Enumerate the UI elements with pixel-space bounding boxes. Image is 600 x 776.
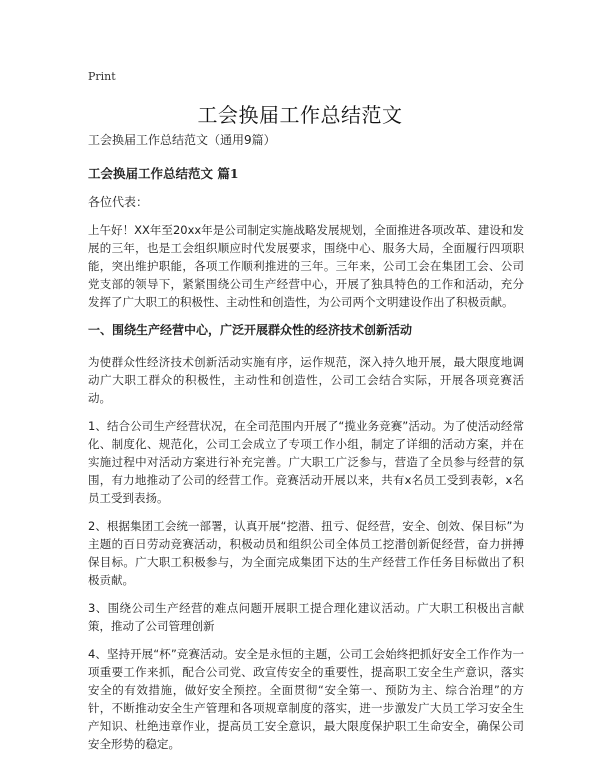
body-paragraph: 1、结合公司生产经营状况，在全司范围内开展了“揽业务竞赛”活动。为了使活动经常化、制度化、规范化，公司工会成立了专项工作小组，制定了详细的活动方案，并在实施过程中对活动方案进行补充完善。广大职工广泛参与，营造了全员参与经营的氛围，有力地推动了公司的经营工作。竞赛活动开展以来，共有x名员工受到表彰，x名员工受到表扬。 (88, 419, 524, 505)
section-heading: 一、围绕生产经营中心，广泛开展群众性的经济技术创新活动 (88, 323, 413, 337)
body-paragraph: 3、围绕公司生产经营的难点问题开展职工提合理化建议活动。广大职工积极出言献策，推动了公司管理创新 (88, 601, 524, 633)
article-heading: 工会换届工作总结范文 篇1 (88, 166, 239, 181)
document-title: 工会换届工作总结范文 (197, 103, 403, 127)
body-paragraph: 为使群众性经济技术创新活动实施有序，运作规范，深入持久地开展，最大限度地调动广大职工群众的积极性，主动性和创造性，公司工会结合实际，开展各项竞赛活动。 (88, 355, 524, 405)
intro-paragraph: 上午好！XX年至20xx年是公司制定实施战略发展规划，全面推进各项改革、建设和发展的三年，也是工会组织顺应时代发展要求，围绕中心、服务大局，全面履行四项职能，突出维护职能，各项工作顺利推进的三年。三年来，公司工会在集团工会、公司党支部的领导下，紧紧围绕公司生产经营中心，开展了独具特色的工作和活动，充分发挥了广大职工的积极性、主动性和创造性，为公司两个文明建设作出了积极贡献。 (88, 223, 524, 309)
document-body (88, 131, 524, 763)
document-subtitle: 工会换届工作总结范文（通用9篇） (88, 133, 276, 147)
salutation: 各位代表： (88, 195, 149, 209)
body-paragraph: 4、坚持开展“杯”竞赛活动。安全是永恒的主题，公司工会始终把抓好安全工作作为一项重要工作来抓，配合公司党、政宣传安全的重要性，提高职工安全生产意识，落实安全的有效措施，做好安全预控。全面贯彻“安全第一、预防为主、综合治理”的方针，不断推动安全生产管理和各项规章制度的落实，进一步激发广大员工学习安全生产知识、杜绝违章作业，提高员工安全意识，最大限度保护职工生命安全，确保公司安全形势的稳定。 (88, 647, 524, 751)
print-label: Print (88, 70, 116, 83)
body-paragraph: 2、根据集团工会统一部署，认真开展“挖潜、扭亏、促经营，安全、创效、保目标”为主题的百日劳动竞赛活动，积极动员和组织公司全体员工挖潜创新促经营，奋力拼搏保目标。广大职工积极参与，为全面完成集团下达的生产经营工作任务目标做出了积极贡献。 (88, 519, 524, 587)
